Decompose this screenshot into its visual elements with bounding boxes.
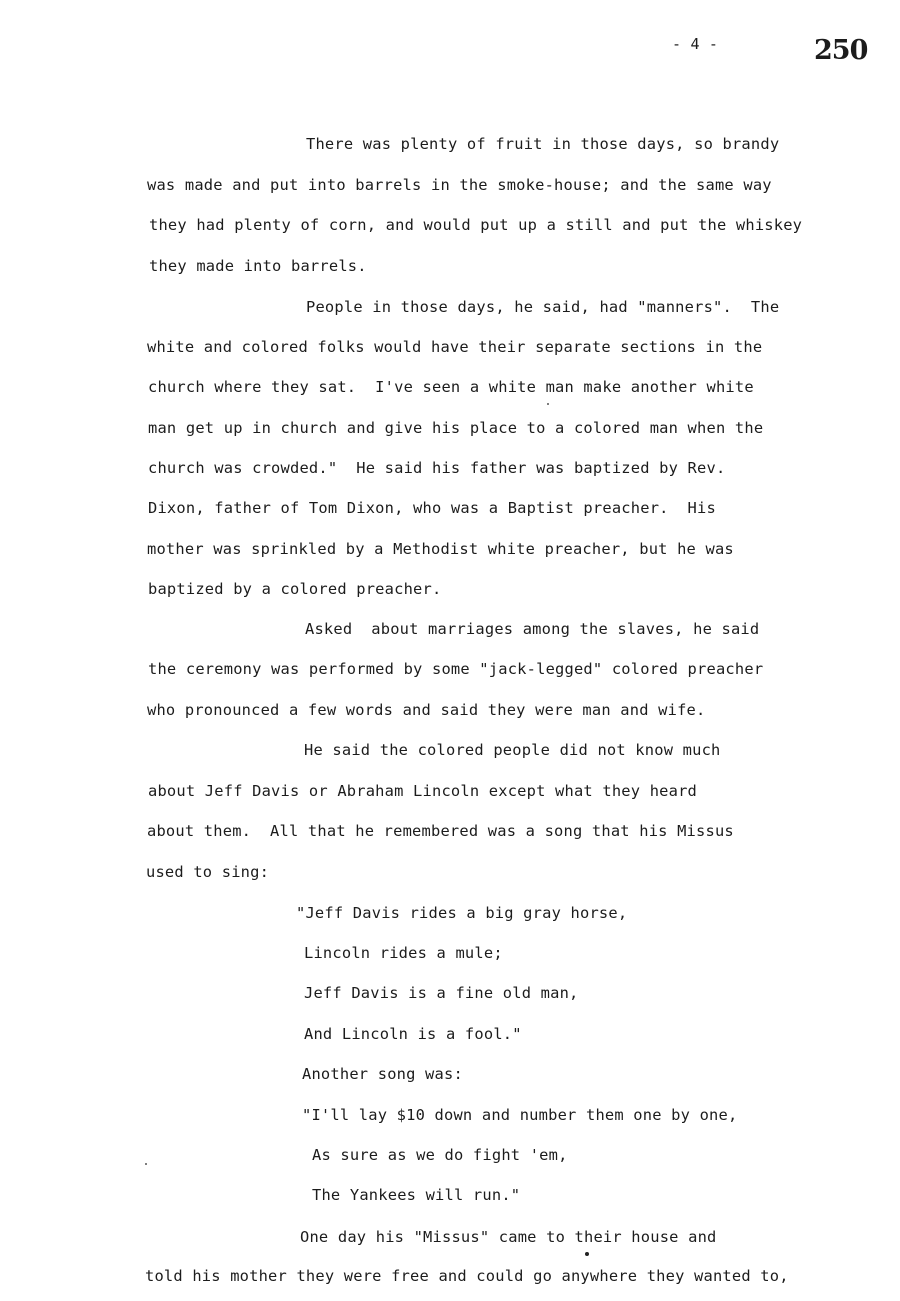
song-line: The Yankees will run." (312, 1186, 521, 1204)
text-line: they had plenty of corn, and would put up a still and put the whiskey (149, 216, 803, 234)
text-line: they made into barrels. (149, 257, 367, 275)
text-line: told his mother they were free and could go anywhere they wanted to, (145, 1267, 789, 1285)
text-line: One day his "Missus" came to their house and (300, 1228, 717, 1246)
scan-speck (145, 1163, 147, 1165)
song-line: As sure as we do fight 'em, (312, 1146, 568, 1164)
song-line: Another song was: (302, 1065, 463, 1083)
song-line: "Jeff Davis rides a big gray horse, (296, 904, 628, 922)
text-line: church was crowded." He said his father was baptized by Rev. (148, 459, 726, 477)
text-line: Dixon, father of Tom Dixon, who was a Baptist preacher. His (148, 499, 716, 517)
text-line: People in those days, he said, had "manners". The (306, 298, 780, 316)
text-line: used to sing: (146, 863, 270, 881)
text-line: church where they sat. I've seen a white man make another white (148, 378, 754, 396)
song-line: "I'll lay $10 down and number them one by one, (302, 1106, 738, 1124)
song-line: Lincoln rides a mule; (304, 944, 503, 962)
scan-speck (547, 403, 549, 405)
text-line: white and colored folks would have their separate sections in the (147, 338, 763, 356)
archive-number: 250 (814, 35, 868, 66)
text-line: man get up in church and give his place to a colored man when the (148, 419, 764, 437)
scan-speck (585, 1252, 589, 1256)
song-line: And Lincoln is a fool." (304, 1025, 522, 1043)
text-line: who pronounced a few words and said they were man and wife. (147, 701, 706, 719)
text-line: baptized by a colored preacher. (148, 580, 442, 598)
page-number: - 4 - (672, 35, 719, 53)
song-line: Jeff Davis is a fine old man, (304, 984, 579, 1002)
text-line: He said the colored people did not know much (304, 741, 721, 759)
text-line: about them. All that he remembered was a song that his Missus (147, 822, 734, 840)
text-line: was made and put into barrels in the smoke-house; and the same way (147, 176, 772, 194)
text-line: mother was sprinkled by a Methodist white preacher, but he was (147, 540, 734, 558)
text-line: Asked about marriages among the slaves, he said (305, 620, 760, 638)
text-line: the ceremony was performed by some "jack-legged" colored preacher (148, 660, 764, 678)
text-line: about Jeff Davis or Abraham Lincoln except what they heard (148, 782, 698, 800)
text-line: There was plenty of fruit in those days, so brandy (306, 135, 780, 153)
